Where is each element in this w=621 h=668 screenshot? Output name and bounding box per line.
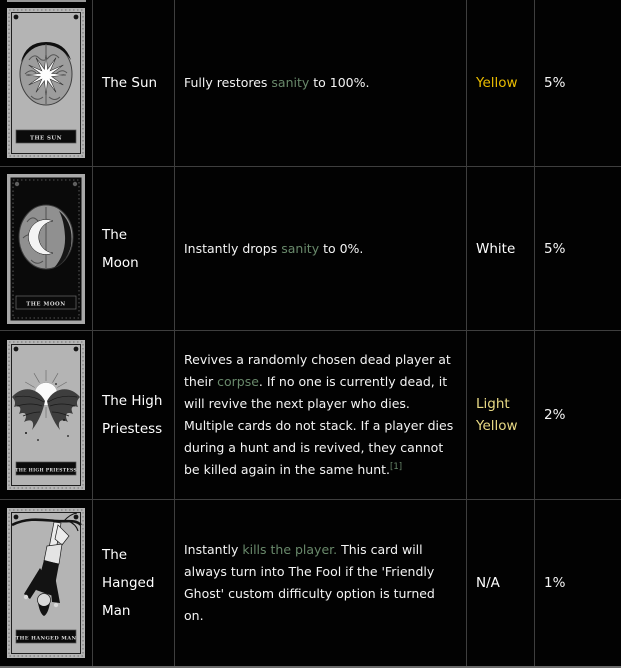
card-caption: THE MOON — [26, 301, 66, 307]
wiki-link[interactable]: corpse — [217, 374, 259, 389]
color-label: White — [476, 240, 516, 257]
card-color-cell — [467, 0, 535, 166]
card-description — [175, 500, 467, 666]
wiki-link[interactable]: sanity — [271, 75, 310, 90]
skull-ornament-icon — [15, 181, 19, 185]
skull-ornament-icon — [74, 347, 79, 352]
text-segment: Instantly — [184, 542, 243, 557]
skull-ornament-icon — [14, 15, 19, 20]
card-image-cell — [0, 331, 93, 499]
card-color-cell — [467, 500, 535, 666]
card-color-cell — [467, 331, 535, 499]
card-image-cell — [0, 0, 93, 166]
text-segment: Fully restores — [184, 75, 272, 90]
wiki-link[interactable]: sanity — [281, 240, 320, 256]
tarot-card-the-moon-image[interactable] — [7, 174, 85, 324]
card-name: The Sun — [93, 0, 175, 166]
skull-ornament-icon — [14, 347, 19, 352]
card-caption: THE HANGED MAN — [15, 635, 77, 642]
text-segment: . If no one is currently dead, it will revive the next player who dies. Multiple cards do not stack. If a player dies during a hunt and is revived, they cannot be killed again in the same hunt. — [184, 374, 454, 477]
skull-ornament-icon — [74, 515, 79, 520]
color-label: N/A — [476, 575, 500, 591]
card-name: The High Priestess — [93, 331, 175, 499]
card-caption: THE SUN — [29, 135, 63, 142]
table-row-the-high-priestess — [0, 331, 621, 500]
skull-ornament-icon — [73, 181, 77, 185]
card-chance: 2% — [535, 331, 621, 499]
citation-ref-link[interactable]: [1] — [390, 461, 403, 472]
text-segment: Revives a randomly chosen dead player at their — [184, 352, 451, 389]
card-chance: 1% — [535, 500, 621, 666]
color-label: Yellow — [476, 75, 518, 91]
text-segment: This card will always turn into The Fool if the 'Friendly Ghost' custom difficulty option is turned on. — [184, 542, 435, 623]
tarot-card-the-sun-image[interactable] — [7, 8, 85, 158]
card-caption: THE HIGH PRIESTESS — [15, 468, 77, 474]
card-chance: 5% — [535, 0, 621, 166]
previous-card-cropped-edge — [7, 0, 86, 2]
table-row-the-moon — [0, 167, 621, 331]
card-image-cell — [0, 500, 93, 666]
brain-illustration — [19, 205, 73, 269]
card-chance: 5% — [535, 167, 621, 330]
text-segment: to 100%. — [309, 75, 370, 90]
table-row-the-hanged-man — [0, 500, 621, 666]
tarot-card-the-high-priestess-image[interactable] — [7, 340, 85, 490]
card-description — [175, 331, 467, 499]
wiki-link[interactable]: kills the player. — [242, 542, 338, 557]
card-name: The Moon — [93, 167, 175, 330]
table-row-the-sun — [0, 0, 621, 167]
card-image-cell — [0, 167, 93, 330]
card-description — [175, 0, 467, 166]
skull-ornament-icon — [14, 515, 19, 520]
text-segment: Instantly drops — [184, 240, 282, 256]
text-segment: to 0%. — [319, 240, 364, 256]
tarot-card-the-hanged-man-image[interactable] — [7, 508, 85, 658]
card-name: The Hanged Man — [93, 500, 175, 666]
skull-ornament-icon — [74, 15, 79, 20]
card-color-cell — [467, 167, 535, 330]
card-description — [175, 167, 467, 330]
color-label: Light Yellow — [476, 396, 518, 434]
